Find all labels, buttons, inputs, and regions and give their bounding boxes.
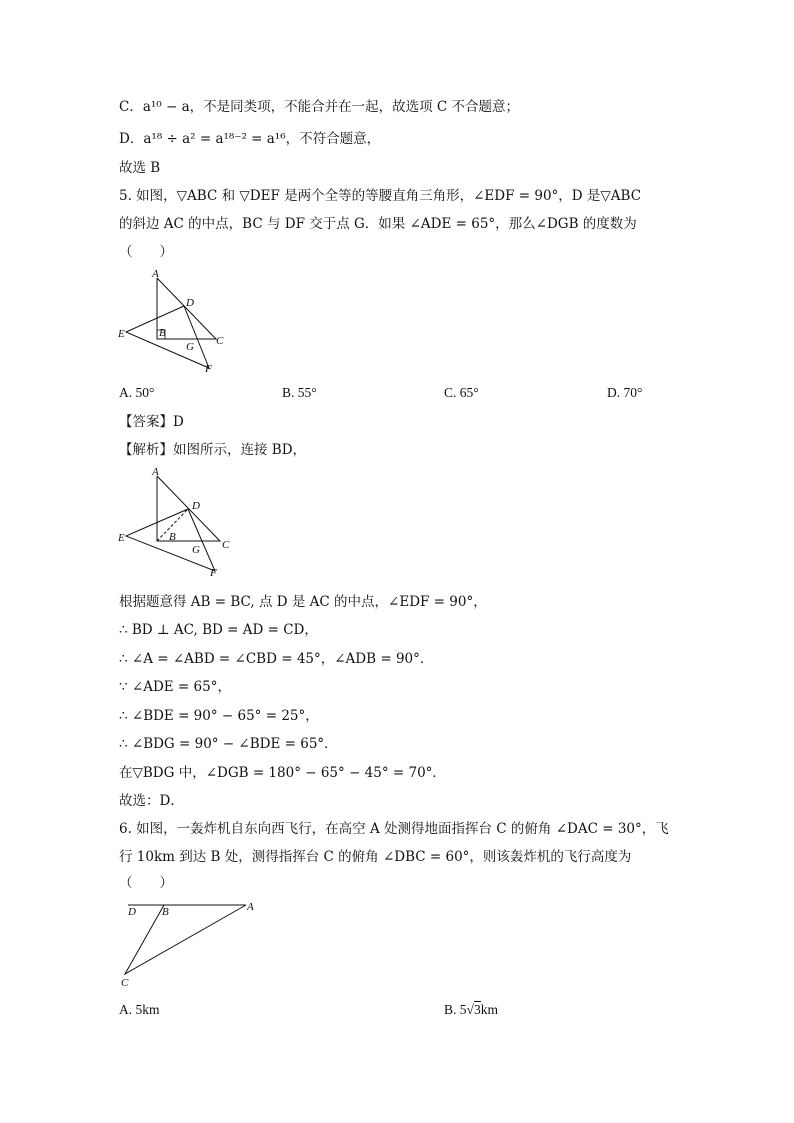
solution-step-8: 故选：D． bbox=[119, 793, 184, 809]
q5-option-b: B. 55° bbox=[282, 385, 317, 400]
q5-stem-line1: 5. 如图，▽ABC 和 ▽DEF 是两个全等的等腰直角三角形，∠EDF = 90°，D 是▽ABC bbox=[119, 188, 642, 204]
q5-option-c: C. 65° bbox=[444, 385, 479, 400]
sqrt-sign: √ bbox=[466, 1002, 474, 1017]
solution-step-3: ∴ ∠A = ∠ABD = ∠CBD = 45°，∠ADB = 90°． bbox=[119, 651, 434, 667]
q6-stem-line1: 6. 如图，一轰炸机自东向西飞行，在高空 A 处测得地面指挥台 C 的俯角 ∠DAC = 30°，飞 bbox=[119, 821, 669, 837]
answer-line: 【答案】D bbox=[119, 414, 184, 430]
fig6-label-a: A bbox=[247, 901, 254, 913]
line-choose-b: 故选 B bbox=[119, 160, 161, 176]
q5-option-d: D. 70° bbox=[607, 385, 643, 400]
q5-figure bbox=[114, 266, 244, 376]
q6-stem-line3: （ ） bbox=[119, 875, 173, 891]
fig-a-label-d: D bbox=[192, 500, 200, 512]
fig5-label-f: F bbox=[205, 363, 212, 375]
q6-option-b bbox=[444, 1002, 498, 1018]
analysis-figure bbox=[114, 464, 244, 579]
q5-stem-line2: 的斜边 AC 的中点，BC 与 DF 交于点 G．如果 ∠ADE = 65°，那么∠DGB 的度数为 bbox=[119, 216, 637, 232]
fig-a-label-b: B bbox=[169, 531, 176, 543]
fig6-label-d: D bbox=[128, 906, 136, 918]
fig-a-label-a: A bbox=[152, 466, 159, 478]
q6-option-a: A. 5km bbox=[119, 1002, 160, 1017]
q5-stem-line3: （ ） bbox=[119, 244, 173, 260]
fig-a-label-f: F bbox=[210, 567, 217, 579]
fig5-label-g: G bbox=[186, 341, 194, 353]
q5-option-a: A. 50° bbox=[119, 385, 155, 400]
solution-step-6: ∴ ∠BDG = 90° − ∠BDE = 65°． bbox=[119, 736, 338, 752]
fig-a-label-g: G bbox=[192, 544, 200, 556]
q6-stem-line2: 行 10km 到达 B 处，测得指挥台 C 的俯角 ∠DBC = 60°，则该轰炸机的飞行高度为 bbox=[119, 849, 632, 865]
fig5-label-a: A bbox=[152, 268, 159, 280]
q6-option-b-radicand: 3 bbox=[473, 1002, 481, 1017]
line-d-option: D．a¹⁸ ÷ a² = a¹⁸⁻² = a¹⁶，不符合题意， bbox=[119, 131, 381, 147]
solution-step-1: 根据题意得 AB = BC, 点 D 是 AC 的中点，∠EDF = 90°， bbox=[119, 594, 487, 610]
q6-option-b-prefix: B. 5 bbox=[444, 1002, 467, 1017]
line-c-option: C．a¹⁰ − a，不是同类项，不能合并在一起，故选项 C 不合题意； bbox=[119, 99, 520, 115]
q6-figure bbox=[116, 896, 266, 991]
fig5-label-d: D bbox=[186, 297, 194, 309]
q6-option-b-unit: km bbox=[480, 1002, 498, 1017]
fig5-label-e: E bbox=[118, 328, 125, 340]
fig-a-label-e: E bbox=[118, 532, 125, 544]
solution-step-5: ∴ ∠BDE = 90° − 65° = 25°， bbox=[119, 708, 319, 724]
fig-a-label-c: C bbox=[222, 539, 230, 551]
fig5-label-c: C bbox=[216, 335, 224, 347]
analysis-line: 【解析】如图所示，连接 BD， bbox=[119, 442, 307, 458]
fig5-label-b: B bbox=[159, 327, 166, 339]
solution-step-4: ∵ ∠ADE = 65°， bbox=[119, 679, 231, 695]
solution-step-7: 在▽BDG 中，∠DGB = 180° − 65° − 45° = 70°． bbox=[119, 765, 446, 781]
fig6-label-c: C bbox=[121, 977, 129, 989]
fig6-label-b: B bbox=[162, 906, 169, 918]
solution-step-2: ∴ BD ⊥ AC, BD = AD = CD， bbox=[119, 622, 318, 638]
